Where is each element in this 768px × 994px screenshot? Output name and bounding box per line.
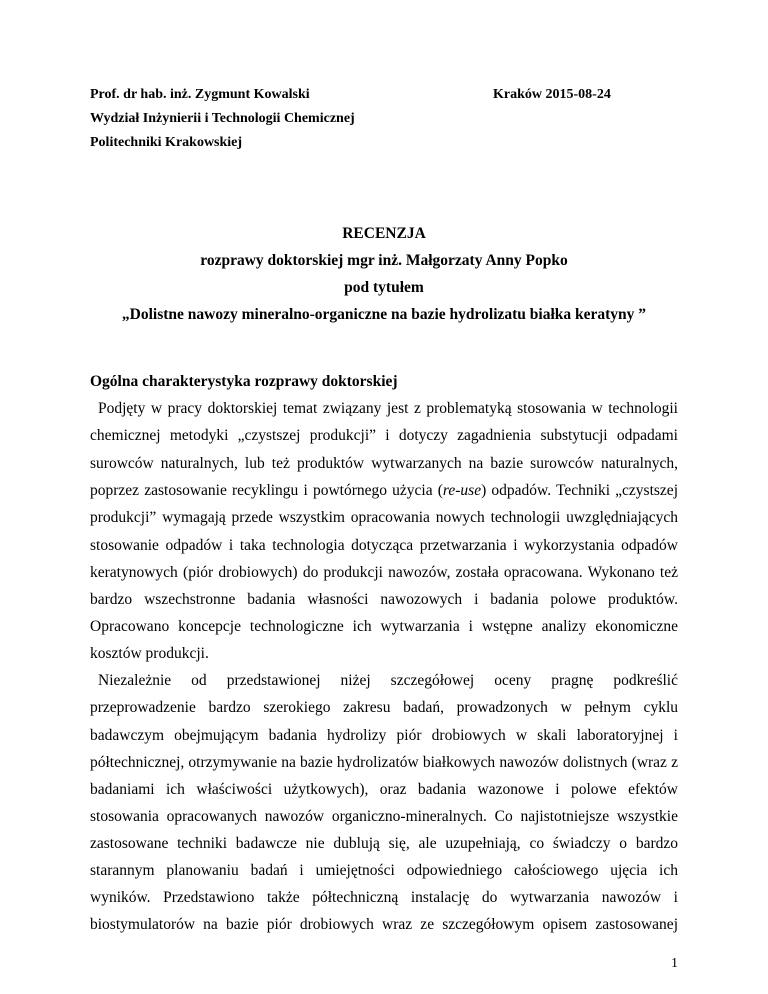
paragraph-line: wyników. Przedstawiono także półtechniczną instalację do wytwarzania nawozów i: [90, 889, 678, 906]
paragraph-line: poprzez zastosowanie recyklingu i powtórnego użycia (re-use) odpadów. Techniki „czystszej: [90, 482, 678, 499]
author-line: Prof. dr hab. inż. Zygmunt Kowalski: [90, 87, 310, 102]
paragraph-line: surowców naturalnych, lub też produktów wytwarzanych na bazie surowców naturalnych,: [90, 455, 678, 472]
review-heading: RECENZJA: [342, 225, 426, 242]
paragraph-line: Podjęty w pracy doktorskiej temat związany jest z problematyką stosowania w technologii: [98, 400, 678, 417]
paragraph-line: Opracowano koncepcje technologiczne ich wytwarzania i wstępne analizy ekonomiczne: [90, 618, 678, 635]
thesis-title: „Dolistne nawozy mineralno-organiczne na bazie hydrolizatu białka keratyny ”: [121, 306, 647, 323]
paragraph-line: kosztów produkcji.: [90, 645, 209, 662]
paragraph-line: biostymulatorów na bazie piór drobiowych wraz ze szczegółowym opisem zastosowanej: [90, 916, 678, 933]
place-date: Kraków 2015-08-24: [493, 87, 611, 102]
paragraph-line: stosowanie odpadów i taka technologia dotycząca przetwarzania i wykorzystania odpadów: [90, 537, 678, 554]
university-line: Politechniki Krakowskiej: [90, 135, 243, 150]
title-intro-line: pod tytułem: [344, 279, 424, 296]
paragraph-line: chemicznej metodyki „czystszej produkcji” i dotyczy zagadnienia substytucji odpadami: [90, 427, 678, 444]
paragraph-line: badaniami ich właściwości użytkowych), oraz badania wazonowe i polowe efektów: [90, 781, 678, 798]
paragraph-line: produkcji” wymagają przede wszystkim opracowania nowych technologii uwzględniających: [90, 509, 678, 526]
emphasis-term: re-use: [442, 482, 482, 499]
paragraph-line: półtechnicznej, otrzymywanie na bazie hydrolizatów białkowych nawozów dolistnych (wraz z: [90, 754, 678, 771]
paragraph-line: badawczym obejmującym badania hydrolizy piór drobiowych w skali laboratoryjnej i: [90, 727, 678, 744]
paragraph-line: Niezależnie od przedstawionej niżej szczegółowej oceny pragnę podkreślić: [98, 672, 678, 689]
paragraph-line: keratynowych (piór drobiowych) do produkcji nawozów, została opracowana. Wykonano też: [90, 564, 678, 581]
department-line: Wydział Inżynierii i Technologii Chemicznej: [90, 111, 355, 126]
paragraph-line: starannym planowaniu badań i umiejętności odpowiedniego całościowego ujęcia ich: [90, 862, 678, 879]
thesis-author-line: rozprawy doktorskiej mgr inż. Małgorzaty Anny Popko: [200, 252, 568, 269]
paragraph-line: zastosowane techniki badawcze nie dublują się, ale uzupełniają, co świadczy o bardzo: [90, 835, 678, 852]
paragraph-line: przeprowadzenie bardzo szerokiego zakresu badań, prowadzonych w pełnym cyklu: [90, 699, 678, 716]
paragraph-line: stosowania opracowanych nawozów organiczno-mineralnych. Co najistotniejsze wszystkie: [90, 808, 678, 825]
paragraph-line: bardzo wszechstronne badania własności nawozowych i badania polowe produktów.: [90, 591, 678, 608]
page-number: 1: [671, 956, 678, 971]
section-title: Ogólna charakterystyka rozprawy doktorskiej: [90, 373, 398, 390]
